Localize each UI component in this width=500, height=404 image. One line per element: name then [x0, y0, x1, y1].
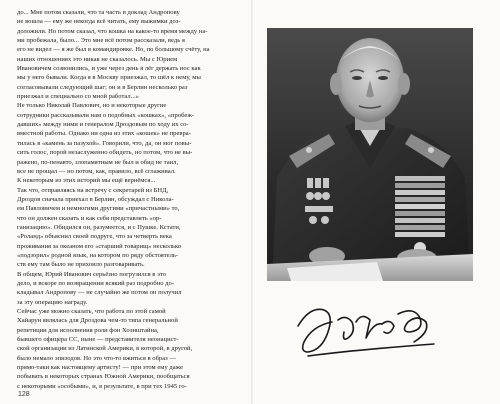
text-line: давших» между ними и генералом Дроздовым по ходу их со- — [17, 121, 189, 129]
text-line: наших отношениях это никак не сказалось. Мы с Юрием — [17, 55, 178, 63]
text-line: Сейчас уже можно сказать, что работа по этой самой — [17, 308, 166, 315]
text-line: Ивановичем созвонились, и уже через день я лёг держать нос как — [17, 65, 201, 73]
text-line: приезжал и специально со мной работал...» — [17, 93, 139, 101]
text-line: согласовывали следующий шаг; он и в Берлин несколько раз — [17, 83, 188, 91]
signature-image — [294, 292, 444, 370]
page-number: 128 — [18, 391, 30, 398]
text-line: с некоторыми «особыми», и, в результате, в при тех 1945 го- — [17, 382, 187, 390]
text-line: все не прощал — но потом, как, правило, всё сглаживал. — [17, 167, 176, 175]
text-line: не вошла — ему же некогда всё читать, ему выжимки доз- — [17, 18, 181, 26]
left-page-text — [17, 8, 249, 390]
text-line: кладывал Андропову — не случайно же потом он получил — [17, 289, 182, 297]
text-line: репетиции для исполнения роли фон Хоэнштайна, — [17, 326, 159, 334]
text-line: В общем, Юрий Иванович серьёзно погрузился в это — [17, 270, 166, 278]
text-line: Так что, отправляясь на встречу с секретарей из БНД, — [17, 186, 169, 194]
text-line: «Роланд» объяснил своей подруге, что за четверть века — [17, 233, 172, 241]
text-line: мы у него бывали. Когда я в Москву приезжал, то шёл к нему, мы — [17, 74, 201, 82]
text-line: прямо-таки как настоящему артисту! — при этом ему даже — [17, 364, 184, 372]
text-line: Хайарун являлась для Дроздова чем-то типа генеральной — [17, 317, 178, 325]
text-line: сить голос, порой незаслуженно обидеть, но потом, что не вы- — [17, 149, 193, 157]
text-line: ми пробежала, было... Это мне всё потом рассказали, ведь я — [17, 37, 185, 45]
text-line: «подзорил» родной язык, на котором по ряду обстоятель- — [17, 251, 179, 259]
text-line: ражено, по-пенавто, злопамятным не был и обид не таил, — [17, 158, 179, 166]
text-line: было немало эпизодов. Но это что-то вжиться в образ — — [17, 354, 176, 362]
text-line: побывать в некоторых странах Южной Америки, пообщаться — [17, 373, 190, 381]
text-line: до... Мне потом сказали, что та часть в доклад Андропову — [17, 9, 180, 16]
text-line: доложили. Но потом сказал, что кошка на какое-то время между на- — [17, 27, 208, 35]
text-line: что он должен сказать и как себя представлять «ор- — [17, 214, 162, 222]
book-gutter — [251, 0, 253, 404]
text-line: сотрудники рассказывали нам о подобных «кошках», «пробеж- — [17, 111, 195, 119]
text-line: его не видел — я же был в командировке. Но, по большому счёту, на — [17, 46, 210, 54]
text-line: за эту операцию награду. — [17, 298, 88, 306]
text-line: тилась в «камень за пазухой». Говорили, что, да, он мог повы- — [17, 139, 192, 147]
text-line: бывшего офицера СС, ныне — представителя неонацист- — [17, 336, 179, 344]
text-line: ств ему там было не прихоило разговаривать. — [17, 261, 145, 269]
text-line: ской организации из Латинской Америки, в которой, в другой, — [17, 345, 193, 353]
text-line: ганизацию». Обидился он, разумеется, и с Пушке. Кстати, — [17, 223, 181, 231]
text-line: дело, и вскоре по возвращении всякий раз подробно до- — [17, 279, 175, 287]
text-line: вместной работы. Однако ни одна из этих «кошек» не превра- — [17, 130, 191, 138]
text-line: ем Павловичем и немногими другими «причастными» то, — [17, 205, 180, 213]
portrait-photo — [267, 28, 473, 281]
text-line: Дроздов сначала приехал в Берлин, обсуждал с Никола- — [17, 195, 174, 203]
text-line: Не только Николай Павлович, но и некоторые другие — [17, 102, 167, 110]
text-line: К некоторым из этих историй мы ещё вернёмся... — [17, 177, 156, 185]
text-line: проживания за океаном его «старший товарищ» несколько — [17, 242, 182, 250]
